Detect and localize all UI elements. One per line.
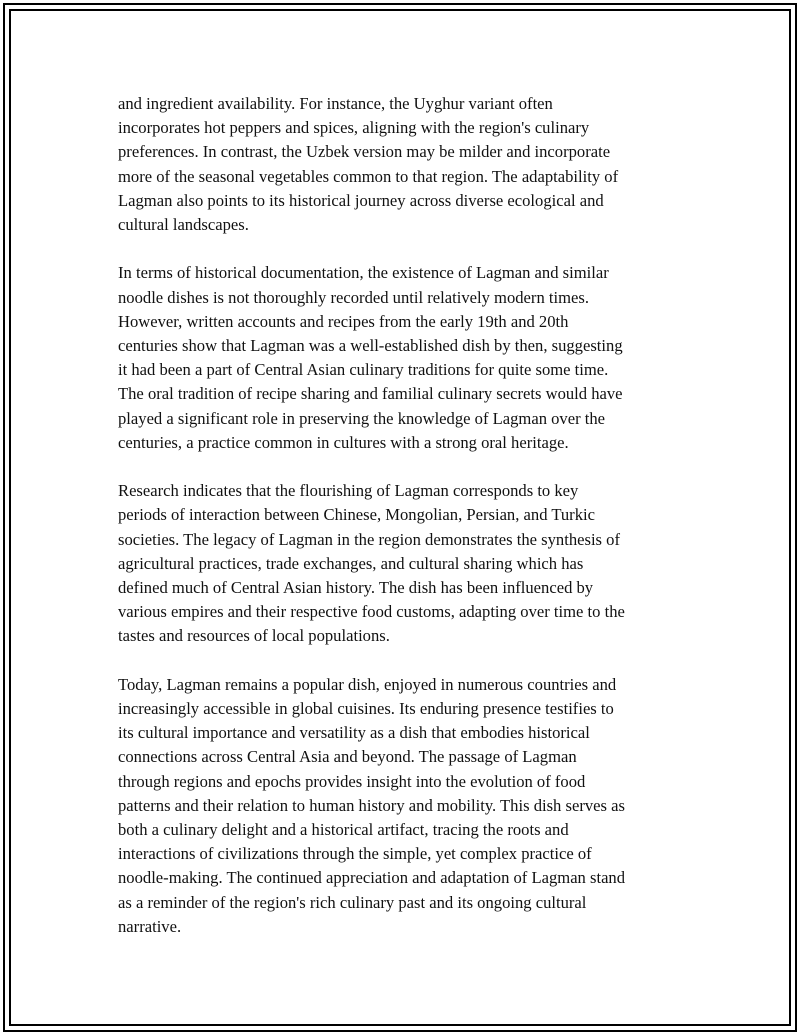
text-line: connections across Central Asia and beyond. The passage of Lagman xyxy=(118,747,577,767)
text-line: it had been a part of Central Asian culinary traditions for quite some time. xyxy=(118,360,609,380)
text-line: The oral tradition of recipe sharing and familial culinary secrets would have xyxy=(118,384,623,404)
text-line: defined much of Central Asian history. The dish has been influenced by xyxy=(118,578,594,598)
text-line: agricultural practices, trade exchanges, and cultural sharing which has xyxy=(118,553,584,573)
text-line: In terms of historical documentation, the existence of Lagman and similar xyxy=(118,263,609,283)
text-line: various empires and their respective food customs, adapting over time to the xyxy=(118,602,625,622)
text-line: as a reminder of the region's rich culinary past and its ongoing cultural xyxy=(118,892,587,912)
text-line: more of the seasonal vegetables common to that region. The adaptability of xyxy=(118,166,619,186)
document-body xyxy=(118,92,688,963)
text-line: However, written accounts and recipes from the early 19th and 20th xyxy=(118,311,569,331)
paragraph xyxy=(118,261,688,455)
text-line: interactions of civilizations through the simple, yet complex practice of xyxy=(118,844,592,864)
text-line: Lagman also points to its historical journey across diverse ecological and xyxy=(118,190,604,210)
text-line: both a culinary delight and a historical artifact, tracing the roots and xyxy=(118,820,569,840)
text-line: cultural landscapes. xyxy=(118,215,249,235)
paragraph xyxy=(118,673,688,939)
text-line: centuries, a practice common in cultures with a strong oral heritage. xyxy=(118,432,569,452)
text-line: patterns and their relation to human history and mobility. This dish serves as xyxy=(118,795,625,815)
text-line: centuries show that Lagman was a well-established dish by then, suggesting xyxy=(118,336,623,356)
text-line: played a significant role in preserving the knowledge of Lagman over the xyxy=(118,408,606,428)
text-line: incorporates hot peppers and spices, aligning with the region's culinary xyxy=(118,118,590,138)
text-line: societies. The legacy of Lagman in the region demonstrates the synthesis of xyxy=(118,529,620,549)
text-line: and ingredient availability. For instance, the Uyghur variant often xyxy=(118,94,553,113)
text-line: tastes and resources of local populations. xyxy=(118,626,390,646)
text-line: narrative. xyxy=(118,916,182,936)
text-line: preferences. In contrast, the Uzbek version may be milder and incorporate xyxy=(118,142,611,162)
paragraph xyxy=(118,479,688,648)
text-line: Research indicates that the flourishing of Lagman corresponds to key xyxy=(118,481,579,501)
text-line: noodle-making. The continued appreciation and adaptation of Lagman stand xyxy=(118,868,626,888)
text-line: its cultural importance and versatility as a dish that embodies historical xyxy=(118,723,590,743)
paragraph xyxy=(118,92,688,237)
text-line: periods of interaction between Chinese, Mongolian, Persian, and Turkic xyxy=(118,505,595,525)
text-line: noodle dishes is not thoroughly recorded until relatively modern times. xyxy=(118,287,589,307)
text-line: Today, Lagman remains a popular dish, enjoyed in numerous countries and xyxy=(118,674,617,694)
text-line: through regions and epochs provides insight into the evolution of food xyxy=(118,771,586,791)
text-line: increasingly accessible in global cuisines. Its enduring presence testifies to xyxy=(118,699,614,719)
